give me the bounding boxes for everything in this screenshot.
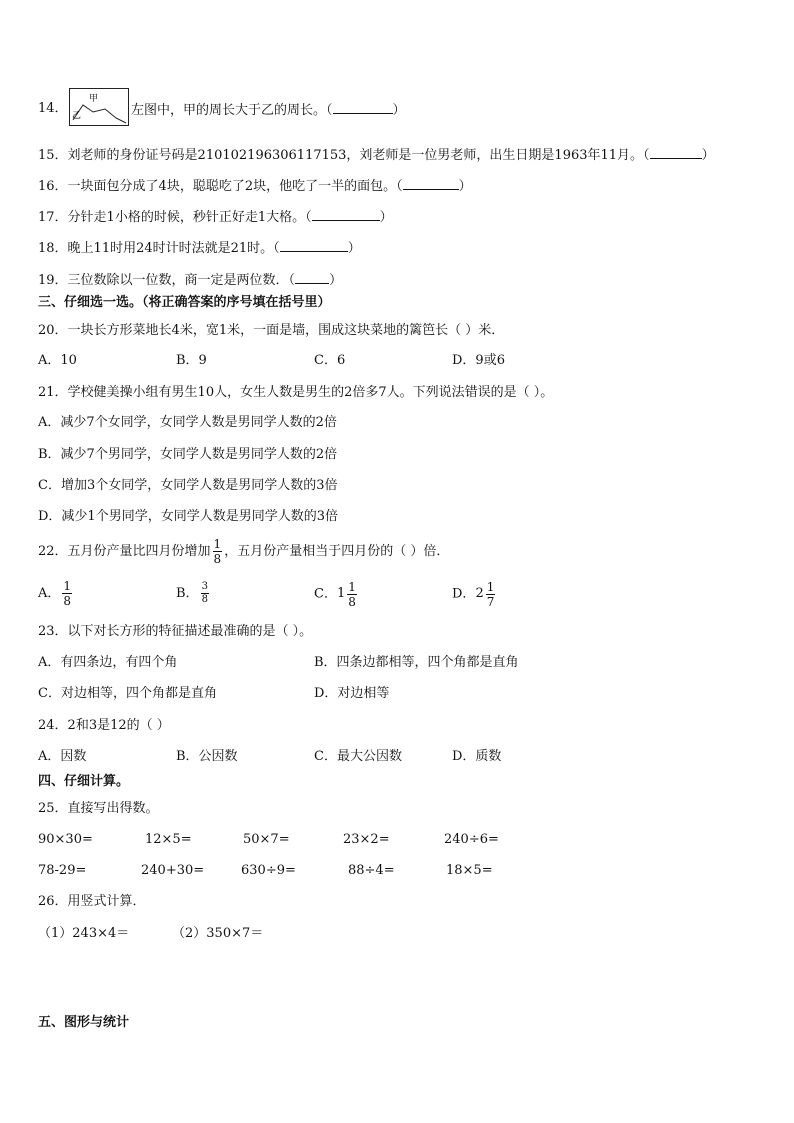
section-3-heading: 三、仔细选一选。（将正确答案的序号填在括号里） [38, 295, 331, 310]
q24-text: 24．2和3是12的（ ） [38, 718, 170, 733]
q15-text: 15．刘老师的身份证号码是210102196306117153，刘老师是一位男老师，出生日期是1963年11月。 [38, 148, 644, 163]
q16-answer-blank[interactable] [403, 176, 459, 190]
q25-item-1: 90×30= [38, 832, 93, 847]
q14-label-yi: 乙 [72, 111, 82, 121]
q25-text: 25．直接写出得数。 [38, 801, 159, 816]
q19-line: 19．三位数除以一位数，商一定是两位数．（ ） [38, 270, 342, 290]
q19-answer-blank[interactable] [295, 270, 329, 284]
q22-text-post: ，五月份产量相当于四月份的（ ）倍． [224, 544, 450, 559]
q14-figure [69, 88, 129, 126]
q25-item-10: 18×5= [446, 863, 493, 878]
q20-option-d[interactable]: D．9或6 [452, 353, 505, 368]
q19-text: 19．三位数除以一位数，商一定是两位数． [38, 273, 289, 288]
q24-option-b[interactable]: B．公因数 [176, 749, 238, 764]
q18-answer-blank[interactable] [280, 238, 348, 252]
q15-answer-blank[interactable] [650, 145, 702, 159]
q20-option-c[interactable]: C．6 [314, 353, 346, 368]
q23-option-a[interactable]: A．有四条边，有四个角 [38, 655, 178, 670]
q14-number: 14． [38, 101, 68, 116]
q22-line [38, 536, 449, 568]
q17-line: 17．分针走1小格的时候，秒针正好走1大格。（ ） [38, 207, 393, 227]
q25-item-8: 630÷9= [241, 863, 296, 878]
q15-line: 15．刘老师的身份证号码是210102196306117153，刘老师是一位男老师，出生日期是1963年11月。（ ） [38, 145, 715, 165]
section-4-heading: 四、仔细计算。 [38, 774, 130, 789]
q23-option-b[interactable]: B．四条边都相等，四个角都是直角 [314, 655, 519, 670]
q18-text: 18．晚上11时用24时计时法就是21时。 [38, 241, 274, 256]
q22-option-c[interactable]: C． 1 $\frac{1}{8}$ [314, 579, 356, 609]
q25-item-2: 12×5= [145, 832, 192, 847]
q17-text: 17．分针走1小格的时候，秒针正好走1大格。 [38, 210, 306, 225]
q25-item-3: 50×7= [243, 832, 290, 847]
q22-text-pre: 22．五月份产量比四月份增加 [38, 544, 211, 559]
q25-item-5: 240÷6= [444, 832, 499, 847]
q21-text: 21．学校健美操小组有男生10人，女生人数是男生的2倍多7人。下列说法错误的是（ ）。 [38, 385, 554, 400]
q14-answer-blank[interactable] [333, 100, 393, 114]
q25-item-6: 78-29= [38, 863, 87, 878]
q24-option-c[interactable]: C．最大公因数 [314, 749, 402, 764]
q24-option-a[interactable]: A．因数 [38, 749, 87, 764]
q22-option-b[interactable]: B． $\frac{3}{8}$ [176, 581, 208, 605]
q14-text: 左图中，甲的周长大于乙的周长。 [131, 103, 327, 118]
q21-option-b[interactable]: B．减少7个男同学，女同学人数是男同学人数的2倍 [38, 447, 338, 462]
q20-option-a[interactable]: A．10 [38, 353, 77, 368]
q16-text: 16．一块面包分成了4块，聪聪吃了2块，他吃了一半的面包。 [38, 179, 397, 194]
q26-part-1: （1）243×4＝ [38, 926, 130, 941]
q22-fraction: $\frac{1}{8}$ [213, 537, 222, 566]
q23-option-c[interactable]: C．对边相等，四个角都是直角 [38, 686, 217, 701]
q18-line: 18．晚上11时用24时计时法就是21时。（ ） [38, 238, 361, 258]
q25-item-9: 88÷4= [348, 863, 395, 878]
q17-answer-blank[interactable] [312, 207, 380, 221]
q22-option-a[interactable]: A． $\frac{1}{8}$ [38, 579, 72, 608]
q26-text: 26．用竖式计算． [38, 894, 146, 909]
q21-option-c[interactable]: C．增加3个女同学，女同学人数是男同学人数的3倍 [38, 478, 338, 493]
q21-option-d[interactable]: D．减少1个男同学，女同学人数是男同学人数的3倍 [38, 509, 338, 524]
q25-item-7: 240+30= [141, 863, 205, 878]
q26-part-2: （2）350×7＝ [172, 926, 264, 941]
q20-option-b[interactable]: B．9 [176, 353, 207, 368]
q14-label-jia: 甲 [89, 94, 99, 104]
q24-option-d[interactable]: D．质数 [452, 749, 502, 764]
q14-line: 左图中，甲的周长大于乙的周长。（ ） [131, 100, 406, 120]
section-5-heading: 五、图形与统计 [38, 1015, 130, 1030]
q16-line: 16．一块面包分成了4块，聪聪吃了2块，他吃了一半的面包。（ ） [38, 176, 472, 196]
q21-option-a[interactable]: A．减少7个女同学，女同学人数是男同学人数的2倍 [38, 415, 337, 430]
q20-text: 20．一块长方形菜地长4米，宽1米，一面是墙，围成这块菜地的篱笆长（ ）米． [38, 323, 505, 338]
q23-text: 23．以下对长方形的特征描述最准确的是（ ）。 [38, 624, 313, 639]
q25-item-4: 23×2= [343, 832, 390, 847]
q23-option-d[interactable]: D．对边相等 [314, 686, 390, 701]
q22-option-d[interactable]: D． 2 $\frac{1}{7}$ [452, 579, 495, 609]
